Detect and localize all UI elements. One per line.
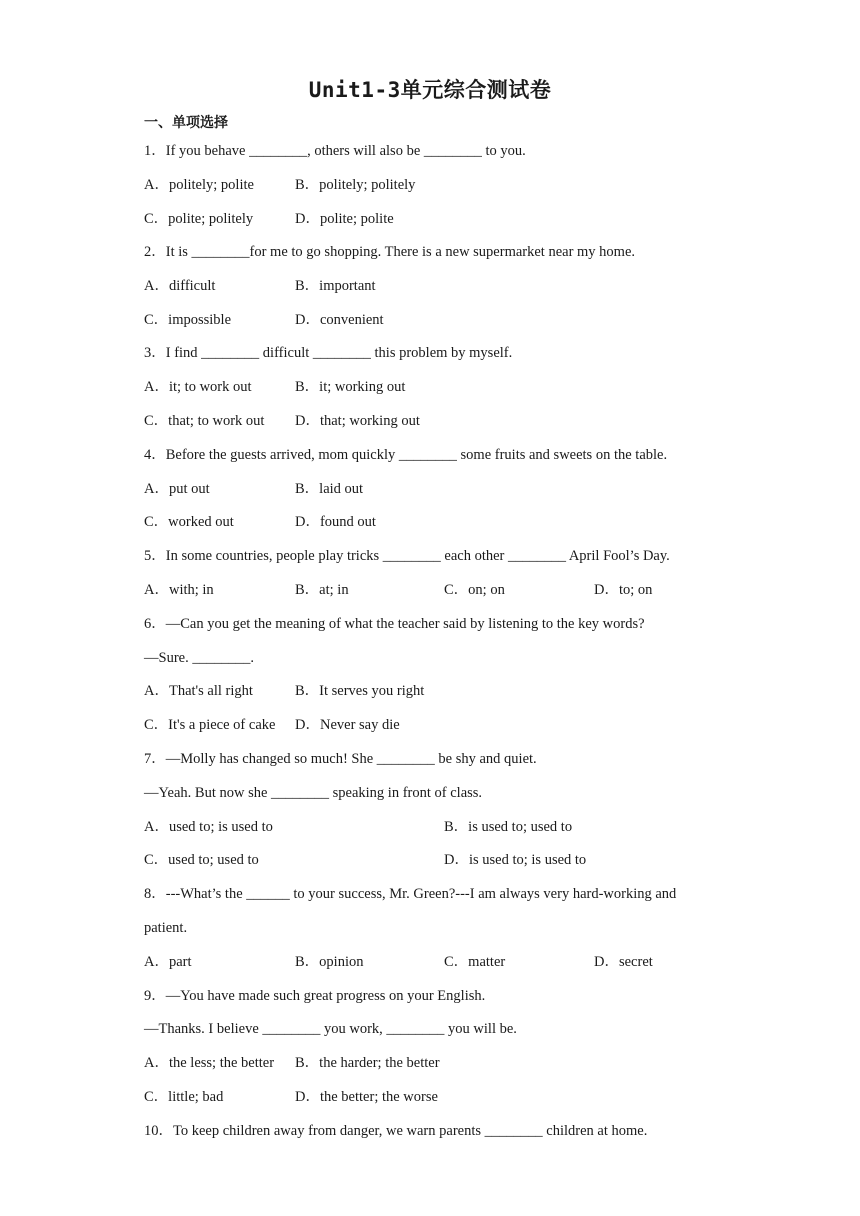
option-b: B．It serves you right [295,683,425,699]
option-c: C．matter [444,954,506,970]
question-stem: 5．In some countries, people play tricks ________ each other ________ April Fool’s Day. [144,548,670,564]
option-c: C．that; to work out [144,413,265,429]
option-a: A．with; in [144,582,214,598]
option-b: B．the harder; the better [295,1055,440,1071]
option-a: A．difficult [144,278,216,294]
option-a: A．it; to work out [144,379,252,395]
option-c: C．worked out [144,514,234,530]
option-b: B．is used to; used to [444,819,573,835]
question-stem: 3．I find ________ difficult ________ this problem by myself. [144,345,513,361]
question-stem: 7．—Molly has changed so much! She ________ be shy and quiet. [144,751,537,767]
question-stem: 8．---What’s the ______ to your success, Mr. Green?---I am always very hard-working and [144,886,677,902]
section-heading: 一、单项选择 [144,115,228,131]
question-stem-line-2: —Thanks. I believe ________ you work, ________ you will be. [144,1021,517,1037]
option-b: B．opinion [295,954,364,970]
question-stem: 1．If you behave ________, others will also be ________ to you. [144,143,526,159]
page-title: Unit1-3单元综合测试卷 [308,78,552,102]
question-stem-line-2: patient. [144,920,188,936]
option-d: D．polite; polite [295,211,394,227]
question-stem-line-2: —Sure. ________. [144,650,254,666]
question-stem: 4．Before the guests arrived, mom quickly ________ some fruits and sweets on the table. [144,447,668,463]
option-d: D．that; working out [295,413,420,429]
question-stem: 2．It is ________for me to go shopping. There is a new supermarket near my home. [144,244,636,260]
option-a: A．politely; polite [144,177,254,193]
option-b: B．it; working out [295,379,406,395]
option-d: D．the better; the worse [295,1089,438,1105]
question-stem: 10．To keep children away from danger, we warn parents ________ children at home. [144,1123,648,1139]
option-a: A．part [144,954,192,970]
option-d: D．secret [594,954,653,970]
option-c: C．polite; politely [144,211,254,227]
option-d: D．found out [295,514,376,530]
option-c: C．used to; used to [144,852,259,868]
option-d: D．Never say die [295,717,400,733]
option-d: D．is used to; is used to [444,852,587,868]
question-stem: 6．—Can you get the meaning of what the teacher said by listening to the key words? [144,616,645,632]
question-stem-line-2: —Yeah. But now she ________ speaking in front of class. [144,785,483,801]
option-d: D．convenient [295,312,384,328]
option-c: C．It's a piece of cake [144,717,276,733]
option-c: C．on; on [444,582,505,598]
option-d: D．to; on [594,582,653,598]
option-a: A．used to; is used to [144,819,273,835]
option-b: B．at; in [295,582,349,598]
option-a: A．put out [144,481,210,497]
question-stem: 9．—You have made such great progress on your English. [144,988,486,1004]
option-b: B．laid out [295,481,364,497]
option-a: A．the less; the better [144,1055,275,1071]
option-c: C．little; bad [144,1089,224,1105]
option-a: A．That's all right [144,683,253,699]
option-b: B．politely; politely [295,177,416,193]
option-b: B．important [295,278,376,294]
option-c: C．impossible [144,312,232,328]
